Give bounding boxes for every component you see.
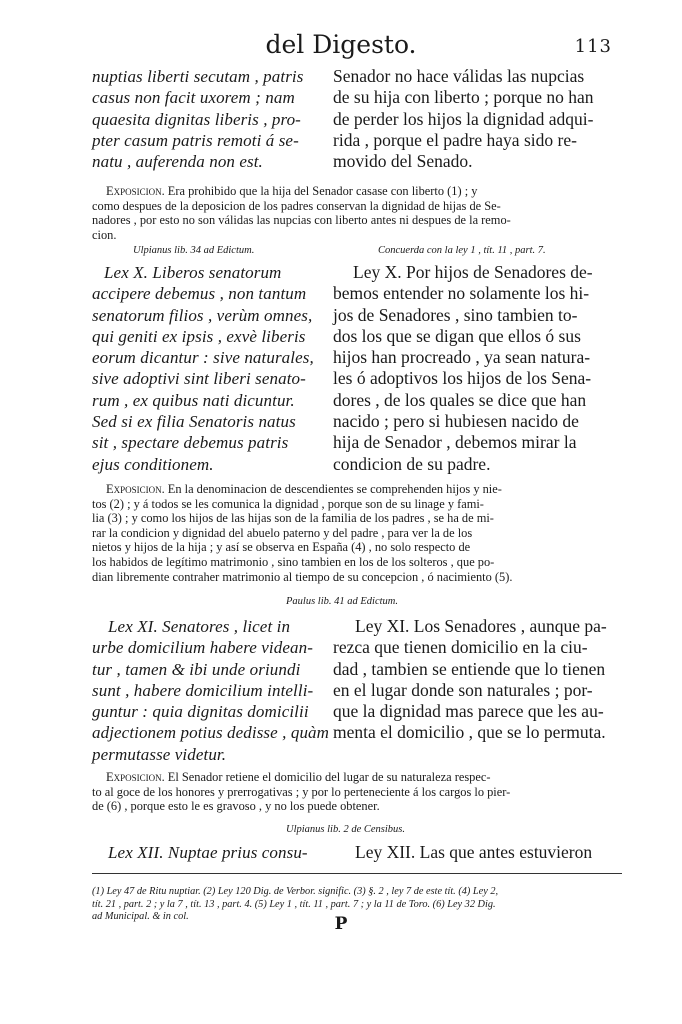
exposicion-label: Exposicion. (106, 482, 165, 496)
spanish-line: movido del Senado. (333, 151, 473, 172)
latin-line-lex-xii (108, 842, 328, 863)
latin-column-1 (92, 66, 320, 172)
spanish-line: dores , de los quales se dice que han (333, 389, 587, 410)
page-number: 113 (574, 36, 612, 57)
spanish-column-ley-xi (333, 616, 623, 744)
latin-line: sive adoptivi sint liberi senato- (92, 369, 306, 389)
latin-line: Lex XII. Nuptae prius consu- (108, 843, 308, 862)
source-caption-paulus: Paulus lib. 41 ad Edictum. (286, 596, 398, 607)
latin-column-lex-xi (92, 616, 330, 765)
spanish-line: hija de Senador , debemos mirar la (333, 432, 577, 453)
exposicion-line: to al goce de los honores y prerrogativas ; y por lo perteneciente á los cargos lo pier- (92, 784, 511, 799)
latin-line: qui geniti ex ipsis , exvè liberis (92, 326, 306, 346)
exposicion-line: nietos y hijos de la hija ; y así se observa en España (4) , no solo respecto de (92, 540, 471, 555)
exposicion-line: nadores , por esto no son válidas las nupcias con liberto antes ni despues de la remo- (92, 213, 511, 228)
exposicion-3 (92, 770, 622, 814)
latin-line: adjectionem potius dedisse , quàm (92, 723, 330, 743)
exposicion-line: rar la condicion y dignidad del abuelo paterno y del padre , para ver la de los (92, 525, 473, 540)
page-header (0, 30, 682, 60)
latin-line: tur , tamen & ibi unde oriundi (92, 659, 301, 679)
spanish-line: Senador no hace válidas las nupcias (333, 66, 585, 86)
spanish-line: Ley XI. Los Senadores , aunque pa- (355, 616, 607, 636)
spanish-line: dos los que se digan que ellos ó sus (333, 325, 581, 346)
latin-line: pter casum patris remoti á se- (92, 130, 299, 150)
spanish-line: rida , porque el padre haya sido re- (333, 129, 577, 150)
spanish-line: les ó adoptivos los hijos de los Sena- (333, 368, 592, 389)
exposicion-line: como despues de la deposicion de los padres conservan la dignidad de hijas de Se- (92, 198, 501, 213)
exposicion-line: Exposicion. Era prohibido que la hija del Senador casase con liberto (1) ; y (106, 184, 478, 198)
spanish-line: hijos han procreado , ya sean natura- (333, 347, 591, 368)
spanish-line-ley-xii (355, 842, 623, 863)
exposicion-line: tos (2) ; y á todos se les comunica la dignidad , porque son de su linage y fami- (92, 496, 484, 511)
signature-mark: P (334, 914, 348, 934)
spanish-line: jos de Senadores , sino tambien to- (333, 304, 578, 325)
latin-line: Lex XI. Senatores , licet in (108, 617, 291, 636)
spanish-column-1 (333, 66, 623, 172)
exposicion-line: Exposicion. El Senador retiene el domicilio del lugar de su naturaleza respec- (106, 770, 491, 784)
exposicion-1 (92, 184, 622, 242)
exposicion-line: los habidos de legítimo matrimonio , sino tambien en los de los solteros , que po- (92, 554, 495, 569)
footnote-line: ad Municipal. & in col. (92, 911, 189, 922)
latin-line: guntur : quia dignitas domicilii (92, 702, 309, 722)
spanish-line: Ley X. Por hijos de Senadores de- (353, 262, 593, 282)
exposicion-2 (92, 482, 622, 584)
latin-line: urbe domicilium habere videan- (92, 638, 313, 658)
latin-line: casus non facit uxorem ; nam (92, 88, 295, 108)
exposicion-line: dian libremente contraher matrimonio al tiempo de su concepcion , ó nacimiento (5). (92, 569, 513, 584)
latin-line: ejus conditionem. (92, 454, 214, 474)
latin-column-lex-x (92, 262, 322, 475)
latin-line: accipere debemus , non tantum (92, 284, 307, 304)
source-caption-ulpianus: Ulpianus lib. 34 ad Edictum. (133, 245, 255, 256)
running-title: del Digesto. (265, 30, 417, 59)
concordance-caption: Concuerda con la ley 1 , tít. 11 , part. 7. (378, 245, 546, 256)
spanish-line: rezca que tienen domicilio en la ciu- (333, 637, 588, 658)
latin-line: natu , auferenda non est. (92, 152, 263, 172)
latin-line: quaesita dignitas liberis , pro- (92, 109, 301, 129)
spanish-line: dad , tambien se entiende que lo tienen (333, 658, 606, 679)
spanish-line: menta el domicilio , que se lo permuta. (333, 722, 606, 743)
exposicion-label: Exposicion. (106, 770, 165, 784)
spanish-line: de su hija con liberto ; porque no han (333, 87, 594, 108)
exposicion-line: lia (3) ; y como los hijos de las hijas son de la familia de los padres , se ha de mi- (92, 511, 494, 526)
latin-line: nuptias liberti secutam , patris (92, 67, 304, 86)
latin-line: senatorum filios , verùm omnes, (92, 305, 313, 325)
latin-line: eorum dicantur : sive naturales, (92, 348, 314, 368)
footnote-line: (1) Ley 47 de Ritu nuptiar. (2) Ley 120 Dig. de Verbor. signific. (3) §. 2 , ley 7 de este tít. (4) Ley 2, (92, 886, 499, 897)
footnote-rule (92, 873, 622, 874)
spanish-line: que la dignidad mas parece que les au- (333, 701, 604, 722)
latin-line: sunt , habere domicilium intelli- (92, 680, 314, 700)
latin-line: permutasse videtur. (92, 744, 227, 764)
spanish-line: en el lugar donde son naturales ; por- (333, 679, 593, 700)
source-caption-ulpianus-censibus: Ulpianus lib. 2 de Censibus. (286, 824, 406, 835)
spanish-column-ley-x (333, 262, 623, 475)
exposicion-line: Exposicion. En la denominacion de descendientes se comprehenden hijos y nie- (106, 482, 502, 496)
latin-line: rum , ex quibus nati dicuntur. (92, 390, 295, 410)
spanish-line: condicion de su padre. (333, 453, 491, 474)
spanish-line: nacido ; pero si hubiesen nacido de (333, 411, 579, 432)
latin-line: sit , spectare debemus patris (92, 433, 289, 453)
exposicion-line: de (6) , porque esto le es gravoso , y no los puede obtener. (92, 799, 380, 814)
spanish-line: de perder los hijos la dignidad adqui- (333, 108, 594, 129)
spanish-line: bemos entender no solamente los hi- (333, 283, 590, 304)
spanish-line: Ley XII. Las que antes estuvieron (355, 842, 593, 862)
latin-line: Sed si ex filia Senatoris natus (92, 412, 296, 432)
exposicion-label: Exposicion. (106, 184, 165, 198)
latin-line: Lex X. Liberos senatorum (104, 263, 282, 282)
footnote-line: tít. 21 , part. 2 ; y la 7 , tít. 13 , part. 4. (5) Ley 1 , tít. 11 , part. 7 ; y la 11 de Toro. (6) Ley 32 Dig. (92, 898, 496, 910)
exposicion-line: cion. (92, 227, 117, 242)
